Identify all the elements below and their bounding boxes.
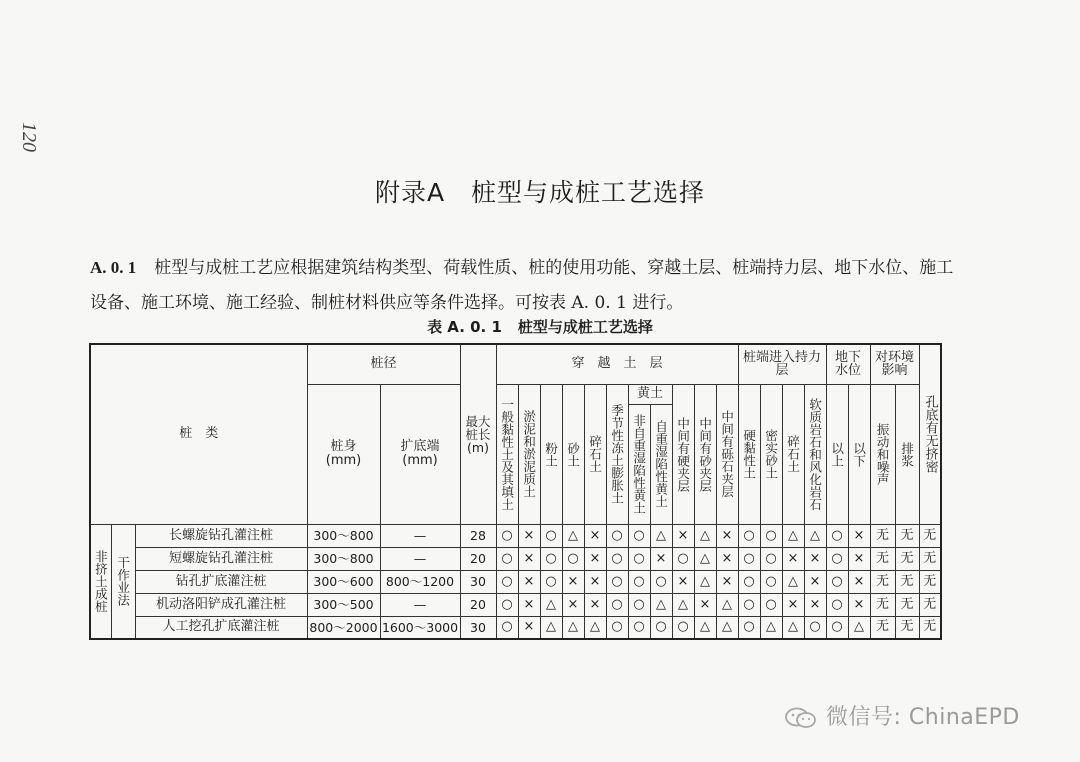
suitability-mark-cell: ○ [826,593,848,616]
watermark-text: 微信号: ChinaEPD [826,705,1020,730]
page-number: 120 [18,122,40,152]
suitability-mark-cell: ○ [606,547,628,570]
pile-name-cell: 人工挖孔扩底灌注桩 [135,616,307,639]
pile-name-cell: 长螺旋钻孔灌注桩 [135,524,307,547]
suitability-mark-cell: 无 [870,547,895,570]
loess-col-header: 非自重湿陷性黄土 [628,404,650,524]
shaft-diameter-cell: 800～2000 [307,616,380,639]
bell-diameter-cell: 1600～3000 [380,616,460,639]
suitability-mark-cell: △ [716,593,738,616]
suitability-mark-cell: × [518,616,540,639]
suitability-mark-cell: ○ [628,524,650,547]
suitability-mark-cell: ○ [826,524,848,547]
bearing-col-header: 碎石土 [782,384,804,524]
suitability-mark-cell: 无 [895,570,919,593]
bell-diameter-cell: — [380,593,460,616]
suitability-mark-cell: × [716,547,738,570]
suitability-mark-cell: × [694,593,716,616]
suitability-mark-cell: ○ [760,547,782,570]
suitability-mark-cell: △ [650,524,672,547]
suitability-mark-cell: △ [584,616,606,639]
suitability-mark-cell: ○ [496,547,518,570]
suitability-mark-cell: △ [540,616,562,639]
suitability-mark-cell: × [848,570,870,593]
suitability-mark-cell: △ [694,616,716,639]
shaft-diameter-cell: 300～800 [307,524,380,547]
water-col-header: 以上 [826,384,848,524]
suitability-mark-cell: ○ [760,593,782,616]
suitability-mark-cell: ○ [826,616,848,639]
suitability-mark-cell: × [672,524,694,547]
suitability-mark-cell: 无 [919,547,941,570]
suitability-mark-cell: △ [782,524,804,547]
appendix-title: 附录A 桩型与成桩工艺选择 [374,178,706,207]
header-soil-through: 穿 越 土 层 [496,344,738,384]
shaft-diameter-cell: 300～600 [307,570,380,593]
suitability-mark-cell: × [562,570,584,593]
bearing-col-header: 硬黏性土 [738,384,760,524]
suitability-mark-cell: × [804,547,826,570]
table-row [90,616,941,639]
suitability-mark-cell: × [716,524,738,547]
suitability-mark-cell: △ [782,570,804,593]
suitability-mark-cell: 无 [919,524,941,547]
suitability-mark-cell: 无 [919,570,941,593]
suitability-mark-cell: × [584,524,606,547]
suitability-mark-cell: ○ [606,593,628,616]
suitability-mark-cell: × [518,524,540,547]
suitability-mark-cell: 无 [895,524,919,547]
table-row [90,593,941,616]
header-shaft: 桩身 (mm) [307,384,380,524]
suitability-mark-cell: 无 [919,616,941,639]
clause-text: 桩型与成桩工艺应根据建筑结构类型、荷载性质、桩的使用功能、穿越土层、桩端持力层、地下水位、施工设备、施工环境、施工经验、制桩材料供应等条件选择。可按表 A. 0. 1 进行。 [90,258,954,313]
suitability-mark-cell: 无 [870,570,895,593]
soil-col-header: 中间有硬夹层 [672,384,694,524]
suitability-mark-cell: ○ [496,524,518,547]
suitability-mark-cell: ○ [606,616,628,639]
pile-name-cell: 短螺旋钻孔灌注桩 [135,547,307,570]
suitability-mark-cell: × [848,524,870,547]
suitability-mark-cell: ○ [738,616,760,639]
header-pile-type: 桩 类 [90,344,307,524]
soil-col-header: 碎石土 [584,384,606,524]
table-caption [0,316,1080,337]
wechat-icon [784,707,818,729]
header-hole-bottom: 孔底有无挤密 [919,344,941,524]
water-col-header: 以下 [848,384,870,524]
shaft-diameter-cell: 300～500 [307,593,380,616]
bell-diameter-cell: — [380,524,460,547]
suitability-mark-cell: 无 [895,547,919,570]
suitability-mark-cell: △ [760,616,782,639]
max-length-cell: 20 [460,547,496,570]
soil-col-header: 砂土 [562,384,584,524]
loess-col-header: 自重湿陷性黄土 [650,404,672,524]
suitability-mark-cell: 无 [870,616,895,639]
pile-name-cell: 机动洛阳铲成孔灌注桩 [135,593,307,616]
suitability-mark-cell: × [584,570,606,593]
suitability-mark-cell: × [804,570,826,593]
suitability-mark-cell: 无 [870,524,895,547]
bell-diameter-cell: — [380,547,460,570]
bearing-col-header: 软质岩石和风化岩石 [804,384,826,524]
env-col-header: 排浆 [895,384,919,524]
suitability-mark-cell: △ [716,616,738,639]
max-length-cell: 20 [460,593,496,616]
suitability-mark-cell: ○ [738,524,760,547]
header-groundwater: 地下水位 [826,344,870,384]
suitability-mark-cell: ○ [496,616,518,639]
suitability-mark-cell: 无 [919,593,941,616]
suitability-mark-cell: △ [848,616,870,639]
header-loess: 黄土 [628,384,672,404]
suitability-mark-cell: △ [694,524,716,547]
suitability-mark-cell: ○ [738,593,760,616]
table-row [90,547,941,570]
suitability-mark-cell: △ [694,570,716,593]
suitability-mark-cell: 无 [895,616,919,639]
suitability-mark-cell: ○ [650,616,672,639]
suitability-mark-cell: ○ [826,570,848,593]
table-row [90,570,941,593]
suitability-mark-cell: × [716,570,738,593]
soil-col-header: 淤泥和淤泥质土 [518,384,540,524]
header-bell: 扩底端 (mm) [380,384,460,524]
suitability-mark-cell: × [672,570,694,593]
suitability-mark-cell: △ [650,593,672,616]
suitability-mark-cell: × [584,593,606,616]
suitability-mark-cell: ○ [628,616,650,639]
suitability-mark-cell: ○ [606,524,628,547]
suitability-mark-cell: × [518,593,540,616]
suitability-mark-cell: × [848,547,870,570]
suitability-mark-cell: △ [672,593,694,616]
suitability-mark-cell: ○ [826,547,848,570]
max-length-cell: 30 [460,616,496,639]
suitability-mark-cell: ○ [738,547,760,570]
header-bearing-layer: 桩端进入持力层 [738,344,826,384]
header-max-length: 最大桩长(m) [460,344,496,524]
suitability-mark-cell: ○ [606,570,628,593]
bearing-col-header: 密实砂土 [760,384,782,524]
soil-col-header: 中间有砾石夹层 [716,384,738,524]
suitability-mark-cell: ○ [760,524,782,547]
suitability-mark-cell: △ [782,616,804,639]
group-label-dry-method: 干作业法 [111,524,135,639]
suitability-mark-cell: △ [540,593,562,616]
suitability-mark-cell: × [650,547,672,570]
table-caption-number: 表 A. 0. 1 [427,318,502,336]
suitability-mark-cell: △ [562,524,584,547]
suitability-mark-cell: ○ [760,570,782,593]
suitability-mark-cell: × [848,593,870,616]
suitability-mark-cell: ○ [650,570,672,593]
suitability-mark-cell: ○ [496,570,518,593]
wechat-watermark [784,700,1020,731]
suitability-mark-cell: ○ [540,570,562,593]
suitability-mark-cell: × [518,570,540,593]
max-length-cell: 28 [460,524,496,547]
suitability-mark-cell: ○ [628,570,650,593]
suitability-mark-cell: 无 [870,593,895,616]
pile-name-cell: 钻孔扩底灌注桩 [135,570,307,593]
env-col-header: 振动和噪声 [870,384,895,524]
soil-col-header: 一般黏性土及其填土 [496,384,518,524]
suitability-mark-cell: △ [562,616,584,639]
suitability-mark-cell: ○ [672,616,694,639]
suitability-mark-cell: 无 [895,593,919,616]
suitability-mark-cell: ○ [540,524,562,547]
suitability-mark-cell: ○ [540,547,562,570]
header-diameter: 桩径 [307,344,460,384]
suitability-mark-cell: × [782,547,804,570]
suitability-mark-cell: ○ [628,593,650,616]
shaft-diameter-cell: 300～800 [307,547,380,570]
suitability-mark-cell: △ [804,524,826,547]
table-row [90,524,941,547]
clause-paragraph [90,250,970,321]
group-label-non-displacement: 非挤土成桩 [90,524,111,639]
soil-col-header: 粉土 [540,384,562,524]
suitability-mark-cell: × [518,547,540,570]
suitability-mark-cell: ○ [562,547,584,570]
table-caption-title: 桩型与成桩工艺选择 [517,318,653,336]
max-length-cell: 30 [460,570,496,593]
suitability-mark-cell: ○ [738,570,760,593]
suitability-mark-cell: × [584,547,606,570]
suitability-mark-cell: × [804,593,826,616]
suitability-mark-cell: ○ [496,593,518,616]
clause-number: A. 0. 1 [90,258,137,277]
suitability-mark-cell: × [562,593,584,616]
pile-selection-table [89,343,942,640]
soil-col-header: 中间有砂夹层 [694,384,716,524]
suitability-mark-cell: × [782,593,804,616]
suitability-mark-cell: ○ [804,616,826,639]
bell-diameter-cell: 800～1200 [380,570,460,593]
suitability-mark-cell: ○ [672,547,694,570]
header-environment: 对环境影响 [870,344,919,384]
suitability-mark-cell: ○ [628,547,650,570]
suitability-mark-cell: △ [694,547,716,570]
soil-col-header: 季节性冻土膨胀土 [606,384,628,524]
